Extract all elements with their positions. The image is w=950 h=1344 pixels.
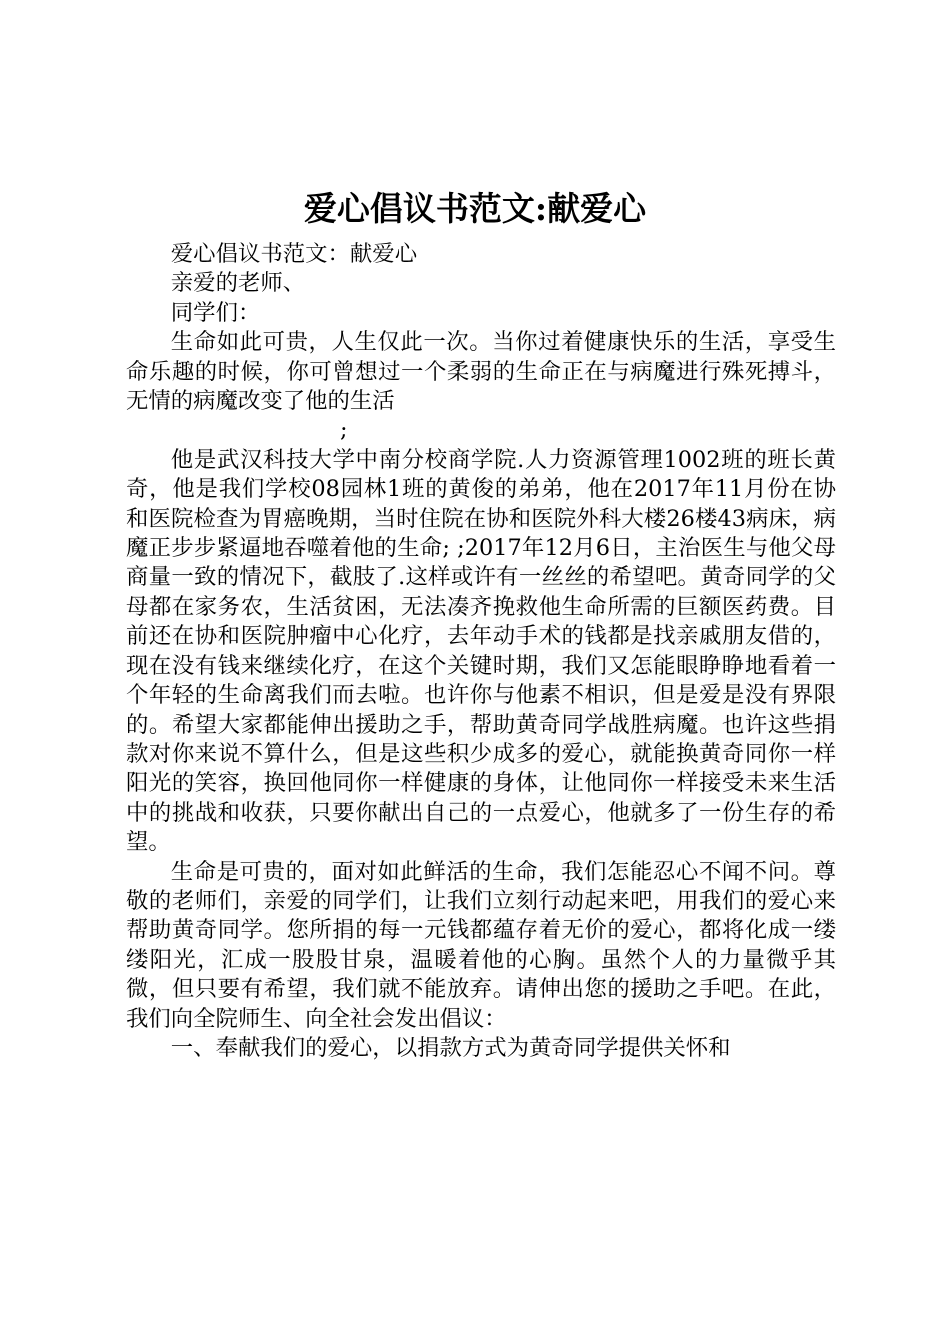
document-title: 爱心倡议书范文:献爱心 [303, 189, 647, 228]
separator-line: ; [340, 417, 348, 444]
salutation-teachers: 亲爱的老师、 [170, 270, 306, 297]
paragraph-proposal-1: 一、奉献我们的爱心，以捐款方式为黄奇同学提供关怀和 [170, 1034, 731, 1061]
document-body [126, 240, 836, 1063]
paragraph-story: 他是武汉科技大学中南分校商学院.人力资源管理1002班的班长黄奇，他是我们学校08园林1班的黄俊的弟弟，他在2017年11月份在协和医院检查为胃癌晚期，当时住院在协和医院外科大楼26楼43病床，病魔正步步紧逼地吞噬着他的生命; ;2017年12月6日，主治医生与他父母商量一致的情况下，截肢了.这样或许有一丝丝的希望吧。黄奇同学的父母都在家务农，生活贫困，无法凑齐挽救他生命所需的巨额医药费。目前还在协和医院肿瘤中心化疗，去年动手术的钱都是找亲戚朋友借的，现在没有钱来继续化疗，在这个关键时期，我们又怎能眼睁睁地看着一个年轻的生命离我们而去啦。也许你与他素不相识，但是爱是没有界限的。希望大家都能伸出援助之手，帮助黄奇同学战胜病魔。也许这些捐款对你来说不算什么，但是这些积少成多的爱心，就能换黄奇同你一样阳光的笑容，换回他同你一样健康的身体，让他同你一样接受未来生活中的挑战和收获，只要你献出自己的一点爱心，他就多了一份生存的希望。 [126, 446, 836, 856]
paragraph-appeal: 生命是可贵的，面对如此鲜活的生命，我们怎能忍心不闻不问。尊敬的老师们，亲爱的同学们，让我们立刻行动起来吧，用我们的爱心来帮助黄奇同学。您所捐的每一元钱都蕴存着无价的爱心，都将化成一缕缕阳光，汇成一股股甘泉，温暖着他的心胸。虽然个人的力量微乎其微，但只要有希望，我们就不能放弃。请伸出您的援助之手吧。在此，我们向全院师生、向全社会发出倡议： [126, 858, 836, 1032]
subtitle-line: 爱心倡议书范文：献爱心 [170, 241, 418, 267]
salutation-students: 同学们： [170, 299, 261, 326]
paragraph-intro: 生命如此可贵，人生仅此一次。当你过着健康快乐的生活，享受生命乐趣的时候，你可曾想过一个柔弱的生命正在与病魔进行殊死搏斗，无情的病魔改变了他的生活 [126, 329, 836, 415]
